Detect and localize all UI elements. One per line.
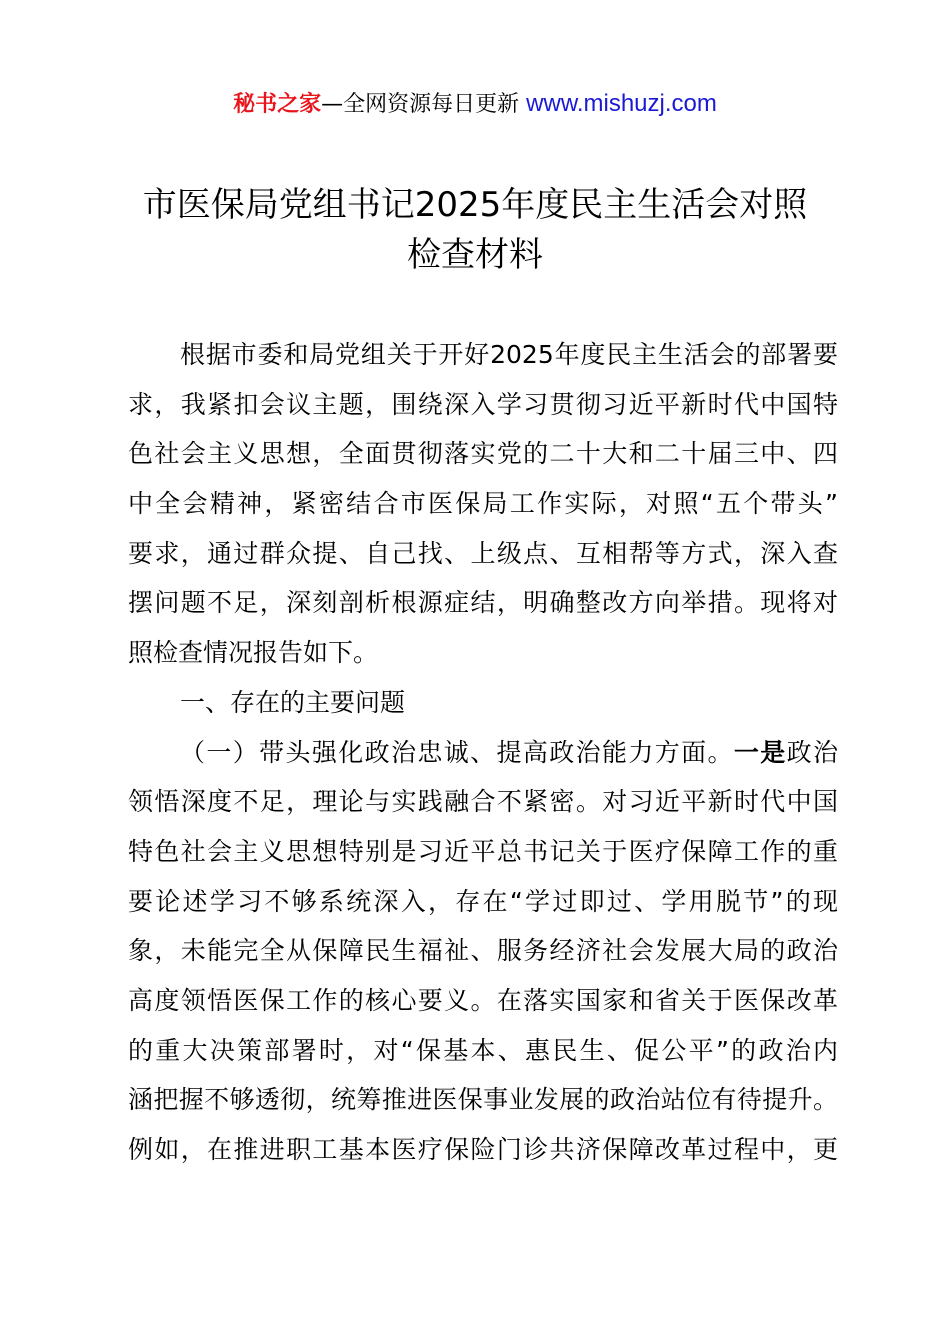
intro-line: 要求，通过群众提、自己找、上级点、互相帮等方式，深入查 bbox=[128, 538, 838, 568]
body-line: 涵把握不够透彻，统筹推进医保事业发展的政治站位有待提升。 bbox=[128, 1085, 838, 1115]
intro-line: 摆问题不足，深刻剖析根源症结，明确整改方向举措。现将对 bbox=[128, 588, 838, 618]
body-line: 象，未能完全从保障民生福祉、服务经济社会发展大局的政治 bbox=[128, 936, 838, 966]
site-url-link[interactable]: www.mishuzj.com bbox=[526, 90, 717, 117]
intro-line: 根据市委和局党组关于开好2025年度民主生活会的部署要 bbox=[180, 340, 838, 369]
subsection-lead-line bbox=[128, 728, 838, 778]
lead-tail: 政治 bbox=[786, 737, 838, 767]
body-line: 例如，在推进职工基本医疗保险门诊共济保障改革过程中，更 bbox=[128, 1135, 838, 1164]
title-line-2: 检查材料 bbox=[407, 235, 543, 275]
subsection-heading: （一）带头强化政治忠诚、提高政治能力方面。 bbox=[180, 737, 734, 767]
body-line: 高度领悟医保工作的核心要义。在落实国家和省关于医保改革 bbox=[128, 985, 838, 1015]
point-marker-bold: 一是 bbox=[733, 737, 787, 767]
intro-line: 中全会精神，紧密结合市医保局工作实际，对照“五个带头” bbox=[128, 489, 838, 519]
body-line: 领悟深度不足，理论与实践融合不紧密。对习近平新时代中国 bbox=[128, 787, 838, 817]
document-title bbox=[0, 180, 950, 280]
section-heading: 一、存在的主要问题 bbox=[180, 687, 406, 717]
site-banner bbox=[0, 88, 950, 121]
document-body bbox=[128, 330, 838, 1175]
banner-tagline: —全网资源每日更新 bbox=[321, 92, 527, 117]
body-line: 的重大决策部署时，对“保基本、惠民生、促公平”的政治内 bbox=[128, 1035, 838, 1065]
body-line: 特色社会主义思想特别是习近平总书记关于医疗保障工作的重 bbox=[128, 836, 838, 866]
intro-line: 色社会主义思想，全面贯彻落实党的二十大和二十届三中、四 bbox=[128, 439, 838, 469]
body-line: 要论述学习不够系统深入，存在“学过即过、学用脱节”的现 bbox=[128, 886, 838, 916]
brand-name: 秘书之家 bbox=[233, 92, 322, 117]
intro-line: 照检查情况报告如下。 bbox=[128, 638, 379, 668]
intro-line: 求，我紧扣会议主题，围绕深入学习贯彻习近平新时代中国特 bbox=[128, 389, 838, 419]
title-line-1: 市医保局党组书记2025年度民主生活会对照 bbox=[142, 185, 808, 225]
